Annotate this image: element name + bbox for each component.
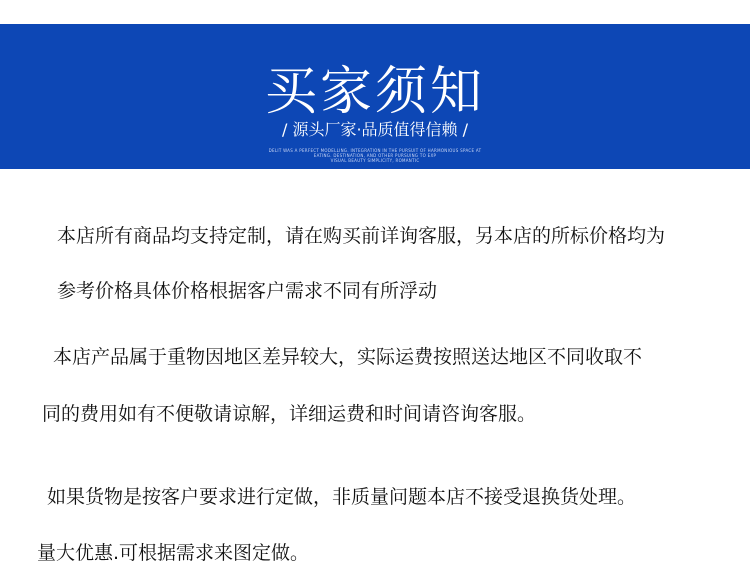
bulk-discount-notice: 量大优惠.可根据需求来图定做。 — [37, 542, 310, 564]
return-policy-notice: 如果货物是按客户要求进行定做，非质量问题本店不接受退换货处理。 — [47, 486, 637, 508]
smallprint-line: VISUAL BEAUTY SIMPLICITY, ROMANTIC — [330, 158, 420, 163]
banner-smallprint — [255, 148, 495, 163]
customization-notice-line-1: 本店所有商品均支持定制，请在购买前详询客服，另本店的所标价格均为 — [57, 225, 666, 247]
banner-title: 买家须知 — [264, 62, 485, 122]
customization-notice-line-2: 参考价格具体价格根据客户需求不同有所浮动 — [57, 280, 438, 302]
shipping-notice-line-1: 本店产品属于重物因地区差异较大，实际运费按照送达地区不同收取不 — [53, 346, 643, 368]
smallprint-line: EATING. DESTINATION, AND OTHER PURSUING TO EXP — [313, 153, 437, 158]
smallprint-line: DELIT WAS A PERFECT MODELLING. INTEGRATION IN THE PURSUIT OF HARMONIOUS SPACE AT — [268, 148, 482, 153]
header-banner — [0, 24, 750, 169]
banner-subtitle: / 源头厂家·品质值得信赖 / — [281, 120, 469, 139]
shipping-notice-line-2: 同的费用如有不便敬请谅解，详细运费和时间请咨询客服。 — [42, 403, 537, 425]
